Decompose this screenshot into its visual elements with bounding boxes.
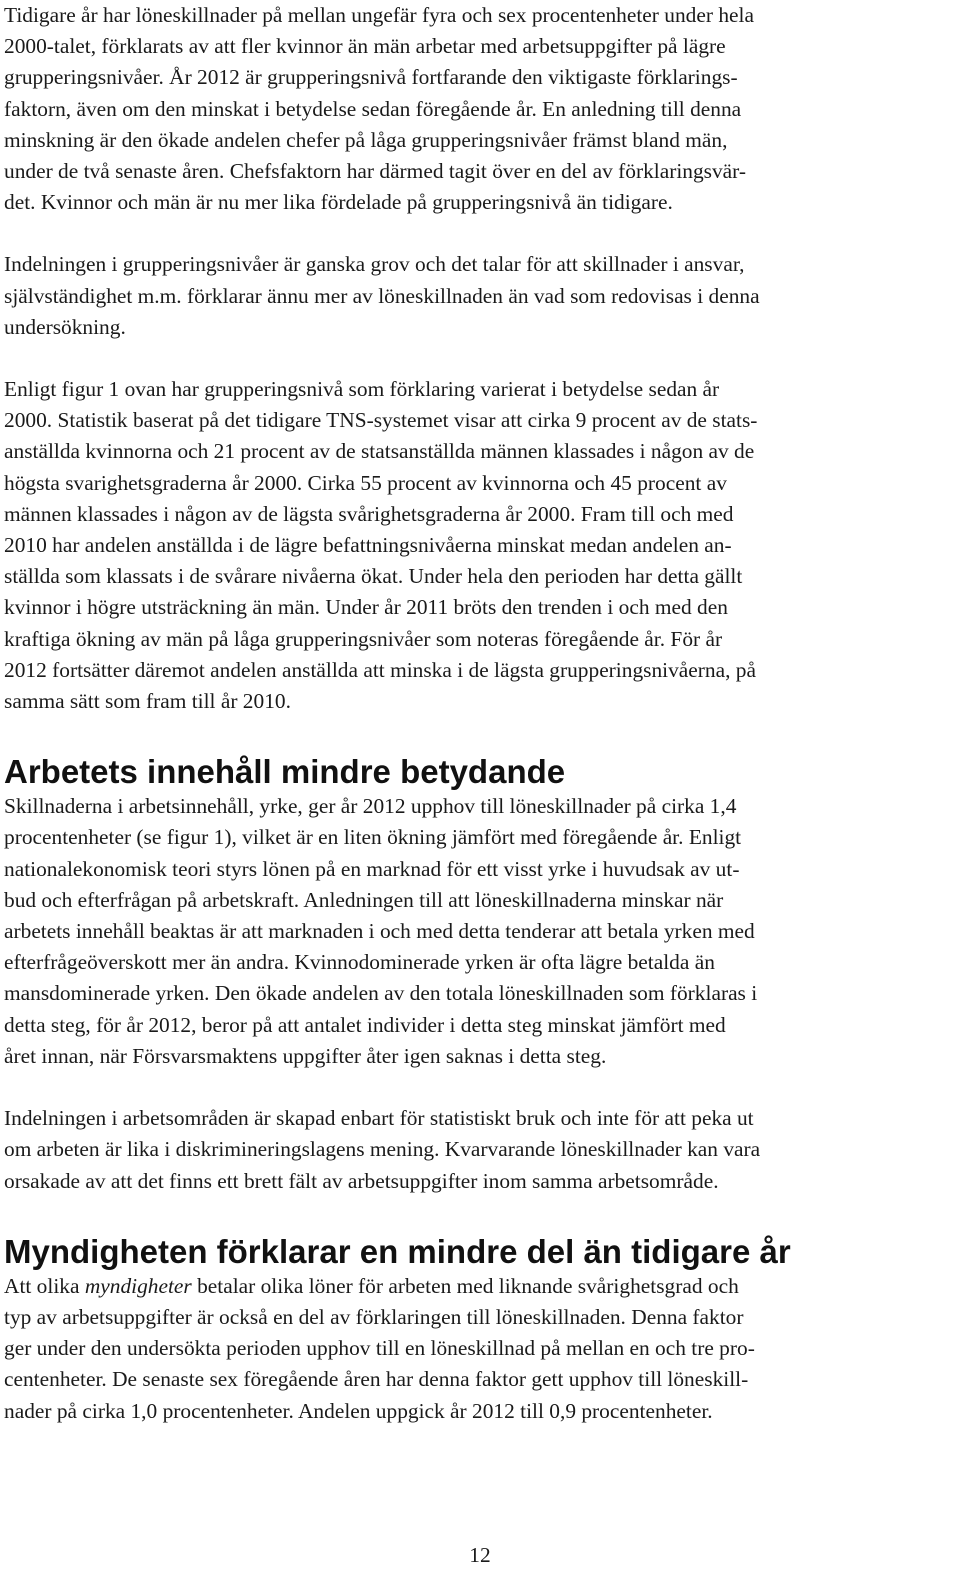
section-1-paragraph-1 (4, 791, 954, 1072)
text-line: minskning är den ökade andelen chefer på låga grupperingsnivåer främst bland män, (4, 127, 728, 152)
text-line: efterfrågeöverskott mer än andra. Kvinnodominerade yrken är ofta lägre betalda än (4, 950, 715, 975)
text-line: självständighet m.m. förklarar ännu mer av löneskillnaden än vad som redovisas i denna (4, 283, 760, 308)
text-line: orsakade av att det finns ett brett fält av arbetsuppgifter inom samma arbetsområde. (4, 1168, 719, 1193)
text-line: högsta svarighetsgraderna år 2000. Cirka 55 procent av kvinnorna och 45 procent av (4, 470, 727, 495)
text-line: arbetets innehåll beaktas är att marknaden i och med detta tenderar att betala yrken med (4, 919, 755, 944)
text-run: betalar olika löner för arbeten med liknande svårighetsgrad och (191, 1273, 739, 1298)
text-line: ställda som klassats i de svårare nivåerna ökat. Under hela den perioden har detta gällt (4, 564, 743, 589)
text-line: faktorn, även om den minskat i betydelse sedan föregående år. En anledning till denna (4, 96, 742, 121)
section-2-paragraph-1 (4, 1271, 954, 1427)
emphasis-text: myndigheter (84, 1273, 192, 1298)
text-line: nader på cirka 1,0 procentenheter. Andelen uppgick år 2012 till 0,9 procentenheter. (4, 1398, 713, 1423)
text-line: 2000. Statistik baserat på det tidigare TNS-systemet visar att cirka 9 procent av de stats- (4, 408, 758, 433)
text-line: kraftiga ökning av män på låga grupperingsnivåer som noteras föregående år. För år (4, 626, 723, 651)
text-line: centenheter. De senaste sex föregående åren har denna faktor gett upphov till löneskill- (4, 1367, 749, 1392)
page-number: 12 (469, 1543, 491, 1567)
text-line: männen klassades i någon av de lägsta svårighetsgraderna år 2000. Fram till och med (4, 501, 734, 526)
paragraph-1 (4, 0, 954, 218)
text-run: Att olika (4, 1273, 85, 1298)
text-line: Enligt figur 1 ovan har grupperingsnivå som förklaring varierat i betydelse sedan år (4, 377, 720, 402)
text-line: detta steg, för år 2012, beror på att antalet individer i detta steg minskat jämfört med (4, 1012, 726, 1037)
section-1-paragraph-2 (4, 1103, 954, 1197)
paragraph-spacer (4, 343, 954, 374)
section-heading-agency: Myndigheten förklarar en mindre del än tidigare år (4, 1232, 791, 1270)
text-line: ger under den undersökta perioden upphov till en löneskillnad på mellan en och tre pro- (4, 1336, 755, 1361)
text-line: året innan, när Försvarsmaktens uppgifter åter igen saknas i detta steg. (4, 1043, 607, 1068)
text-line: Indelningen i grupperingsnivåer är ganska grov och det talar för att skillnader i ansvar, (4, 252, 745, 277)
text-line: kvinnor i högre utsträckning än män. Under år 2011 bröts den trenden i och med den (4, 595, 728, 620)
text-line: procentenheter (se figur 1), vilket är en liten ökning jämfört med föregående år. Enligt (4, 825, 742, 850)
paragraph-spacer (4, 218, 954, 249)
paragraph-spacer (4, 1072, 954, 1103)
document-page (4, 0, 954, 1427)
text-line: undersökning. (4, 314, 126, 339)
text-line: nationalekonomisk teori styrs lönen på en marknad för ett visst yrke i huvudsak av ut- (4, 856, 740, 881)
text-line: bud och efterfrågan på arbetskraft. Anledningen till att löneskillnaderna minskar när (4, 887, 724, 912)
text-line: typ av arbetsuppgifter är också en del av förklaringen till löneskillnaden. Denna faktor (4, 1304, 744, 1329)
text-line: Indelningen i arbetsområden är skapad enbart för statistiskt bruk och inte för att peka ut (4, 1106, 754, 1131)
paragraph-2 (4, 249, 954, 343)
text-line: 2010 har andelen anställda i de lägre befattningsnivåerna minskat medan andelen an- (4, 533, 732, 558)
text-line: samma sätt som fram till år 2010. (4, 689, 291, 714)
paragraph-3 (4, 374, 954, 717)
text-line (4, 1271, 954, 1302)
text-line: Tidigare år har löneskillnader på mellan ungefär fyra och sex procentenheter under hela (4, 3, 754, 27)
text-line: anställda kvinnorna och 21 procent av de statsanställda männen klassades i någon av de (4, 439, 755, 464)
text-line: 2012 fortsätter däremot andelen anställda att minska i de lägsta grupperingsnivåerna, på (4, 657, 756, 682)
section-heading-work-content: Arbetets innehåll mindre betydande (4, 753, 566, 791)
section-spacer (4, 1197, 954, 1233)
text-line: det. Kvinnor och män är nu mer lika fördelade på grupperingsnivå än tidigare. (4, 190, 673, 215)
text-line: under de två senaste åren. Chefsfaktorn har därmed tagit över en del av förklaringsvär- (4, 159, 746, 184)
text-line: 2000-talet, förklarats av att fler kvinnor än män arbetar med arbetsuppgifter på lägre (4, 34, 726, 59)
section-spacer (4, 717, 954, 753)
text-line: Skillnaderna i arbetsinnehåll, yrke, ger år 2012 upphov till löneskillnader på cirka 1,4 (4, 794, 737, 819)
text-line: om arbeten är lika i diskrimineringslagens mening. Kvarvarande löneskillnader kan vara (4, 1137, 761, 1162)
text-line: mansdominerade yrken. Den ökade andelen av den totala löneskillnaden som förklaras i (4, 981, 758, 1006)
text-line: grupperingsnivåer. År 2012 är grupperingsnivå fortfarande den viktigaste förklarings- (4, 65, 738, 90)
